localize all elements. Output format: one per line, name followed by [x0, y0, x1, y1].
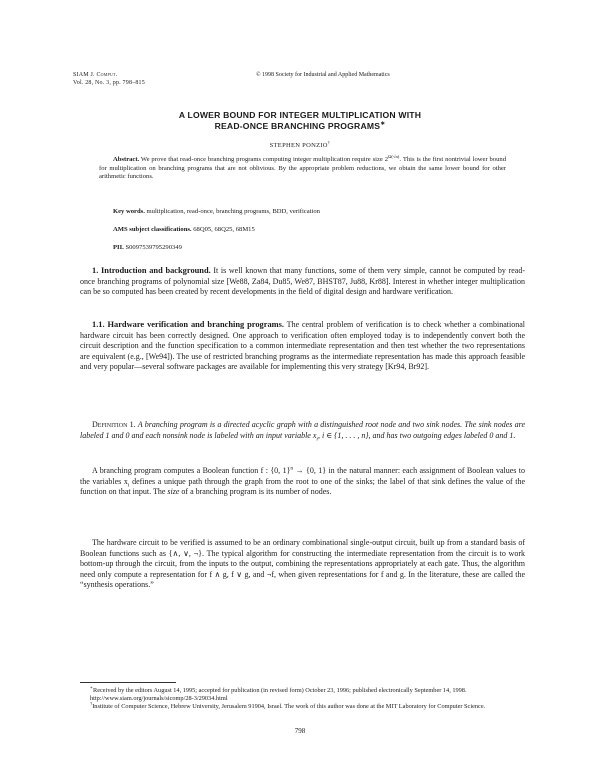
- section-1: [80, 266, 525, 298]
- paragraph-2-text-1: A branching program computes a Boolean function f : {0, 1}: [92, 466, 291, 475]
- author-footnote-mark: †: [327, 139, 331, 145]
- footnotes: [80, 684, 525, 710]
- title-footnote-mark: ∗: [380, 121, 386, 128]
- definition-label: Definition 1.: [92, 420, 136, 429]
- footnote-2-mark: †: [90, 700, 93, 706]
- paragraph-2-emphasis: size: [167, 487, 180, 497]
- definition-text-1: A branching program is a directed acyclic graph with a distinguished root node and two sink nodes. The sink nodes are labeled 1 and 0 and each nonsink node is labeled with an input variable x: [80, 420, 525, 440]
- journal-name: SIAM J. Comput.: [73, 72, 118, 78]
- title-line-1: A LOWER BOUND FOR INTEGER MULTIPLICATION WITH: [178, 110, 422, 120]
- footnote-1-text: Received by the editors August 14, 1995; accepted for publication (in revised form) October 23, 1996; published electronically September 14, 1998.: [93, 687, 467, 694]
- ams-text: 68Q05, 68Q25, 68M15: [191, 226, 255, 233]
- paragraph-2-text-2: → {0, 1} in the natural manner: each assignment of Boolean values to the variables x: [80, 466, 526, 486]
- abstract-label: Abstract.: [113, 156, 140, 163]
- paragraph-2-subscript: i: [127, 482, 130, 489]
- key-words: [113, 208, 508, 216]
- paragraph-2-text-4: of a branching program is its number of nodes.: [179, 487, 332, 497]
- pii-text: S0097539795290349: [123, 244, 182, 251]
- paper-title: [60, 110, 540, 132]
- volume-info: Vol. 28, No. 3, pp. 798–815: [73, 80, 145, 86]
- paragraph-2-text-3: defines a unique path through the graph from the root to one of the sinks; the label of that sink defines the value of the function on that input. The: [80, 476, 525, 497]
- paragraph-2-superscript: n: [290, 465, 294, 472]
- ams-label: AMS subject classifications.: [113, 226, 192, 233]
- pii: [113, 244, 508, 252]
- copyright-notice: © 1998 Society for Industrial and Applied Mathematics: [256, 72, 390, 78]
- abstract-text-1: We prove that read-once branching programs computing integer multiplication require size 2: [139, 156, 388, 163]
- journal-header: [73, 71, 145, 87]
- section-1-1: [80, 320, 525, 373]
- ams-classifications: [113, 226, 508, 234]
- page-number: 798: [294, 727, 306, 735]
- section-1-heading: 1. Introduction and background.: [92, 266, 211, 275]
- abstract: [99, 153, 507, 182]
- author: [60, 139, 540, 149]
- definition-text-2: , i ∈ {1, . . . , n}, and has two outgoing edges labeled 0 and 1.: [317, 430, 516, 440]
- abstract-text-2: . This is the first nontrivial lower bound for multiplication on branching programs that are not oblivious. By the appropriate problem reductions, we obtain the same lower bound for other arithmetic functions.: [99, 156, 507, 181]
- paragraph-3-text: The hardware circuit to be verified is assumed to be an ordinary combinational single-output circuit, built up from a standard basis of Boolean functions such as {∧, ∨, ¬}. The typical algorithm for constructing the intermediate representation from the circuit is to work bottom-up through the circuit, from the inputs to the output, combining the representations appropriately at each gate. Thus, the algorithm need only compute a representation for f ∧ g, f ∨ g, and ¬f, when given representations for f and g. In the literature, these are called the “synthesis operations.”: [80, 538, 525, 590]
- key-words-text: multiplication, read-once, branching programs, BDD, verification: [144, 208, 320, 215]
- paragraph-branching-program: [80, 466, 525, 498]
- title-line-2: READ-ONCE BRANCHING PROGRAMS: [214, 121, 381, 131]
- definition-subscript: i: [316, 436, 318, 443]
- definition-1: [80, 420, 525, 441]
- author-name: STEPHEN PONZIO: [269, 142, 328, 149]
- footnote-2-text: Institute of Computer Science, Hebrew University, Jerusalem 91904, Israel. The work of this author was done at the MIT Laboratory for Computer Science.: [92, 702, 486, 710]
- footnote-1-mark: ∗: [90, 684, 93, 690]
- abstract-exponent: Ω(√n): [388, 153, 400, 159]
- paragraph-hardware-circuit: [80, 538, 525, 591]
- footnote-url[interactable]: http://www.siam.org/journals/sicomp/28-3/29034.html: [90, 694, 228, 702]
- section-1-1-paragraph: The central problem of verification is to check whether a combinational hardware circuit has been correctly designed. One approach to verification often employed today is to independently convert both the circuit description and the function specification to a common intermediate representation and then test whether the two representations are equivalent (e.g., [We94]). The use of restricted branching programs as the intermediate representation has made this approach feasible and very popular—several software packages are available for implementing this very strategy [Kr94, Br92].: [80, 320, 525, 372]
- key-words-label: Key words.: [113, 208, 145, 215]
- section-1-paragraph: It is well known that many functions, some of them very simple, cannot be computed by read-once branching programs of polynomial size [We88, Za84, Du85, We87, BHST87, Ju88, Kr88]. Interest in whether integer multiplication can be so computed has been created by recent developments in the field of digital design and hardware verification.: [80, 266, 526, 297]
- footnote-rule: [80, 682, 176, 683]
- section-1-1-heading: 1.1. Hardware verification and branching programs.: [92, 320, 284, 329]
- pii-label: PII.: [113, 244, 124, 251]
